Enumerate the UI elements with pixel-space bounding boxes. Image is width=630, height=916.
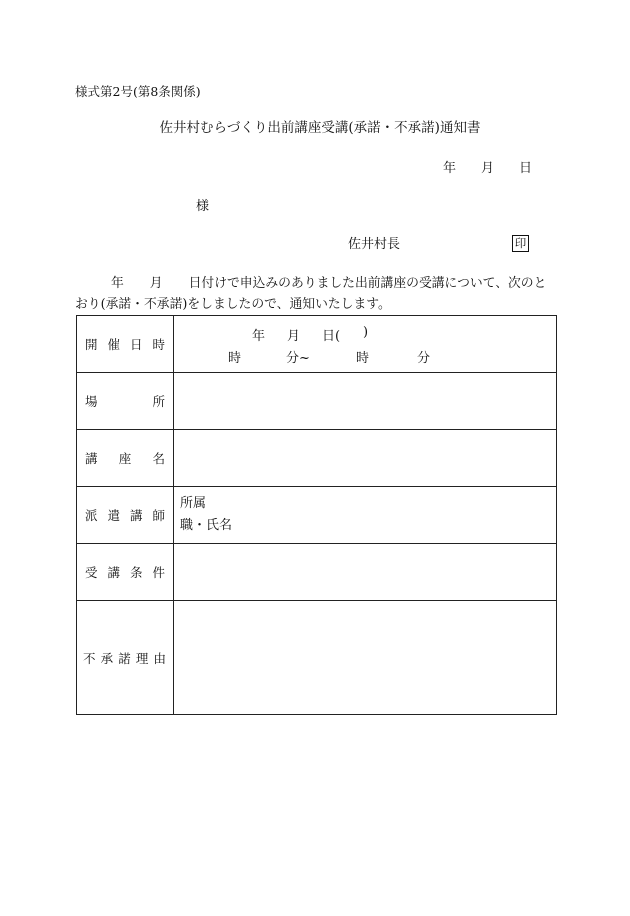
label-char: 講: [85, 451, 98, 466]
position-name-label: 職・氏名: [180, 518, 233, 533]
label-char: 承: [100, 650, 114, 666]
label-char: 件: [152, 565, 165, 580]
label-char: 講: [129, 508, 143, 523]
info-table: [76, 315, 557, 715]
label-char: 日: [129, 337, 143, 352]
label-char: 不: [83, 650, 96, 666]
dt-day: 日(: [322, 329, 341, 344]
addressee-suffix: 様: [196, 199, 210, 214]
label-cell: [77, 316, 174, 373]
label-char: 講: [107, 565, 120, 580]
dt-close: ): [363, 325, 369, 340]
dt-month: 月: [287, 329, 301, 344]
body-paragraph: [75, 273, 555, 315]
table-row: [77, 316, 557, 373]
label-cell: [77, 544, 174, 601]
dt-minute-end: 分: [417, 351, 431, 366]
label-char: 開: [85, 337, 98, 352]
attendance-conditions-cell[interactable]: [174, 544, 557, 601]
label-char: 座: [118, 451, 132, 466]
affiliation-label: 所属: [180, 496, 207, 511]
seal-mark: 印: [512, 235, 529, 252]
label-char: 催: [107, 337, 120, 352]
table-row: [77, 487, 557, 544]
document-title: 佐井村むらづくり出前講座受講(承諾・不承諾)通知書: [159, 120, 481, 136]
date-month: 月: [481, 161, 495, 176]
body-text: 日付けで申込みのありました出前講座の受講について、次のとおり(承諾・不承諾)をしましたので、通知いたします。: [75, 276, 547, 312]
label-cell: [77, 373, 174, 430]
label-char: 時: [152, 337, 165, 352]
form-number: 様式第2号(第8条関係): [75, 84, 201, 99]
dt-hour-end: 時: [356, 351, 370, 366]
dispatch-lecturer-cell: [174, 487, 557, 544]
label-char: 受: [85, 565, 98, 580]
course-name-cell[interactable]: [174, 430, 557, 487]
dt-year: 年: [252, 329, 266, 344]
sender-name: 佐井村長: [348, 237, 401, 252]
table-row: [77, 373, 557, 430]
table-row: [77, 601, 557, 715]
dt-minute-start: 分~: [286, 351, 310, 366]
date-day: 日: [519, 161, 533, 176]
place-cell[interactable]: [174, 373, 557, 430]
datetime-cell: [174, 316, 557, 373]
rejection-reason-cell[interactable]: [174, 601, 557, 715]
label-char: 条: [129, 565, 143, 580]
label-char: 師: [152, 508, 165, 523]
issue-date: [443, 162, 532, 175]
label-cell: [77, 487, 174, 544]
label-char: 所: [152, 394, 165, 409]
label-char: 諾: [118, 650, 131, 666]
date-year: 年: [443, 161, 457, 176]
label-cell: [77, 430, 174, 487]
label-char: 理: [135, 650, 149, 666]
dt-hour-start: 時: [228, 351, 242, 366]
table-row: [77, 544, 557, 601]
label-char: 場: [85, 394, 98, 409]
label-char: 遣: [107, 508, 120, 523]
table-row: [77, 430, 557, 487]
body-month: 月: [149, 276, 163, 291]
label-char: 派: [85, 508, 98, 523]
label-char: 由: [153, 650, 166, 666]
label-cell: [77, 601, 174, 715]
body-year: 年: [111, 276, 124, 291]
label-char: 名: [152, 451, 165, 466]
